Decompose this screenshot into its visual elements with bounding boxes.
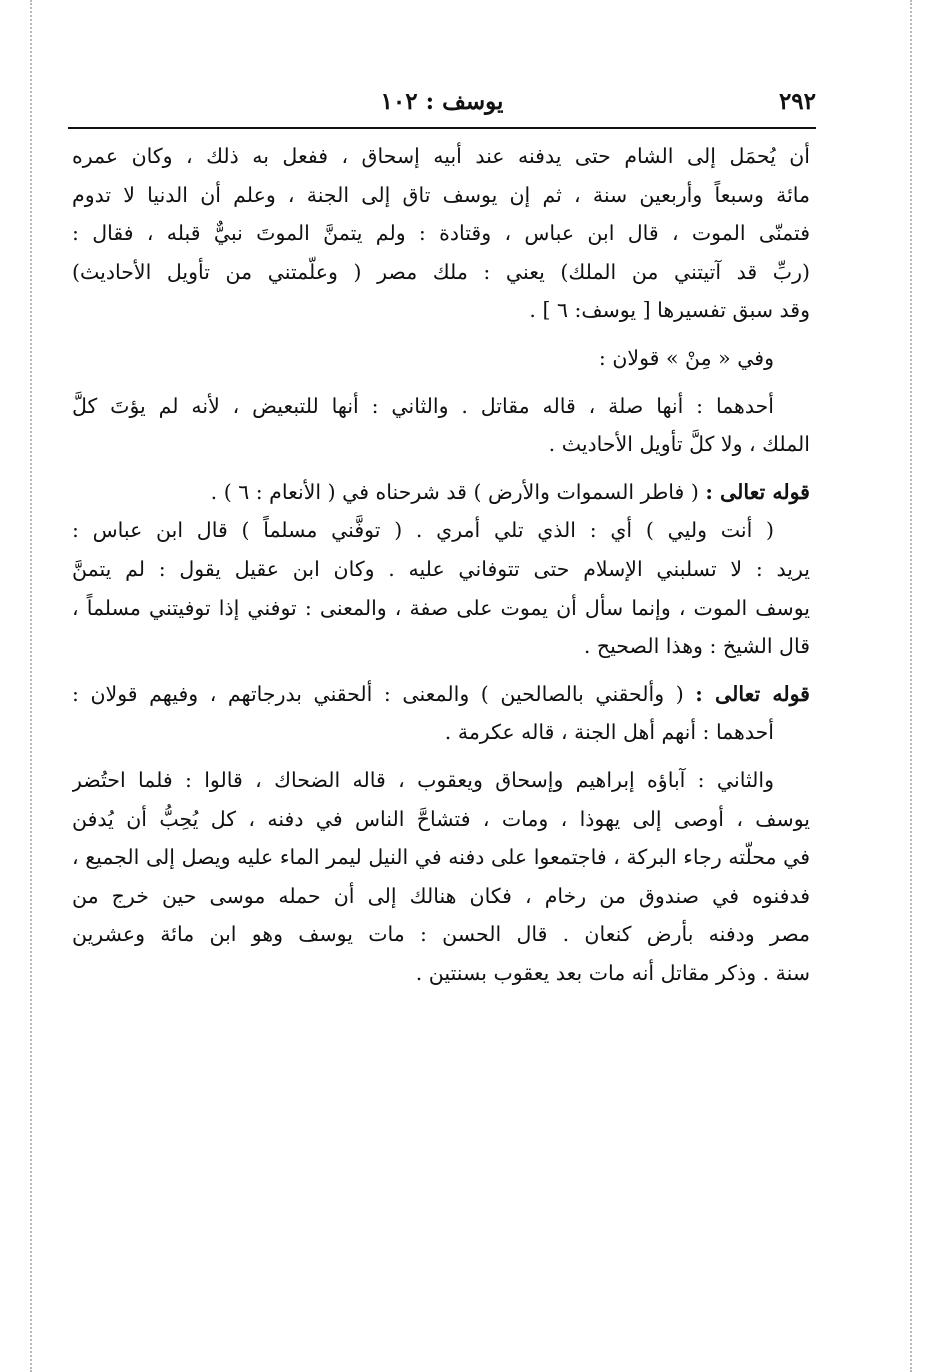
text-line: (ربِّ قد آتيتني من الملك) يعني : ملك مصر ( وعلّمتني من تأويل الأحاديث)	[72, 259, 810, 284]
page-edge-left	[30, 0, 32, 1372]
text-line: والثاني : آباؤه إبراهيم وإسحاق ويعقوب ، قاله الضحاك ، قالوا : فلما احتُضر	[72, 767, 774, 792]
text-line: وقد سبق تفسيرها [ يوسف: ٦ ] .	[529, 298, 810, 323]
text-line: ( أنت وليي ) أي : الذي تلي أمري . ( توفَّني مسلماً ) قال ابن عباس :	[72, 518, 774, 543]
text-line: يوسف ، أوصى إلى يهوذا ، ومات ، فتشاحَّ الناس في دفنه ، كل يُحِبُّ أن يُدفن	[72, 806, 810, 831]
text-line: قال الشيخ : وهذا الصحيح .	[583, 634, 810, 659]
running-title: يوسف : ١٠٢	[380, 88, 504, 115]
text-line: يريد : لا تسلبني الإسلام حتى تتوفاني عليه . وكان ابن عقيل يقول : لم يتمنَّ	[72, 556, 810, 581]
paragraph-gap	[72, 666, 810, 675]
paragraph-gap	[72, 378, 810, 387]
verse-lead: قوله تعالى :	[705, 479, 810, 504]
text-line: فتمنّى الموت ، قال ابن عباس ، وقتادة : ولم يتمنَّ الموتَ نبيٌّ قبله ، فقال :	[72, 221, 810, 246]
verse-lead: قوله تعالى :	[695, 681, 810, 706]
main-text	[72, 137, 810, 992]
header-rule	[68, 127, 816, 129]
paragraph-gap	[72, 330, 810, 339]
page-number: ٢٩٢	[778, 88, 816, 115]
text-line: سنة . وذكر مقاتل أنه مات بعد يعقوب بسنتين .	[415, 960, 810, 985]
paragraph-gap	[72, 464, 810, 473]
text-line: مصر ودفنه بأرض كنعان . قال الحسن : مات يوسف وهو ابن مائة وعشرين	[72, 922, 810, 947]
page-edge-right	[910, 0, 912, 1372]
text-line: أن يُحمَل إلى الشام حتى يدفنه عند أبيه إسحاق ، ففعل به ذلك ، وكان عمره	[72, 144, 810, 168]
text-line-rest: ( وألحقني بالصالحين ) والمعنى : ألحقني بدرجاتهم ، وفيهم قولان :	[72, 681, 696, 706]
text-line: الملك ، ولا كلَّ تأويل الأحاديث .	[548, 432, 810, 457]
text-line	[72, 473, 810, 512]
text-line: وفي « مِنْ » قولان :	[598, 345, 774, 370]
text-line: مائة وسبعاً وأربعين سنة ، ثم إن يوسف تاق إلى الجنة ، وعلم أن الدنيا لا تدوم	[72, 182, 810, 207]
paragraph-gap	[72, 752, 810, 761]
text-line	[72, 675, 810, 714]
text-line: أحدهما : أنها صلة ، قاله مقاتل . والثاني : أنها للتبعيض ، لأنه لم يؤتَ كلَّ	[72, 393, 774, 418]
page-header	[68, 82, 816, 126]
text-line: في محلّته رجاء البركة ، فاجتمعوا على دفنه في النيل ليمر الماء عليه ويصل إلى الجميع ،	[72, 845, 810, 870]
text-line: يوسف الموت ، وإنما سأل أن يموت على صفة ، والمعنى : توفني إذا توفيتني مسلماً ،	[72, 595, 810, 620]
text-line: أحدهما : أنهم أهل الجنة ، قاله عكرمة .	[444, 720, 774, 745]
text-line-rest: ( فاطر السموات والأرض ) قد شرحناه في ( الأنعام : ٦ ) .	[210, 479, 706, 504]
text-line: فدفنوه في صندوق من رخام ، فكان هنالك إلى أن حمله موسى حين خرج من	[72, 883, 810, 908]
